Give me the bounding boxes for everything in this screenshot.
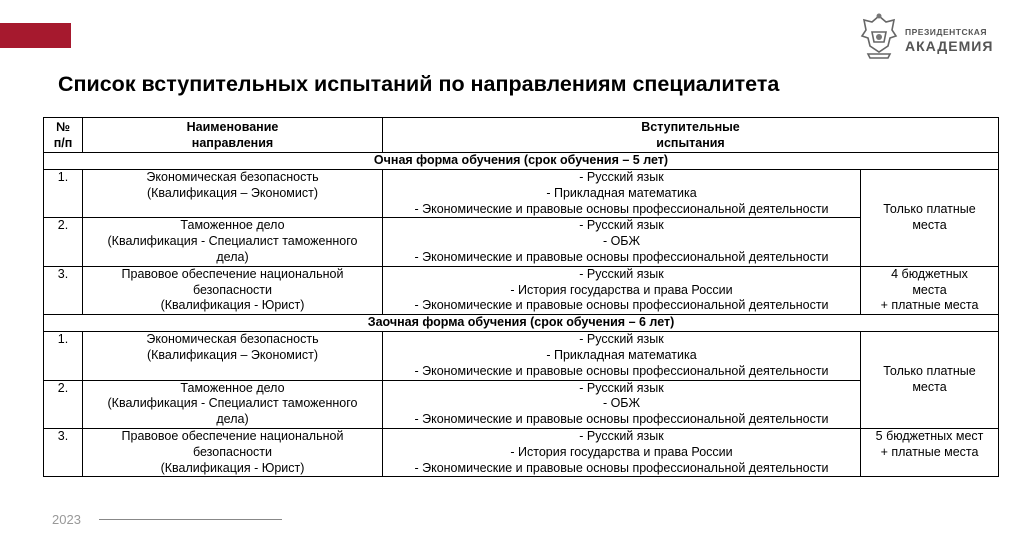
section-title: Очная форма обучения (срок обучения – 5 лет) <box>44 153 999 170</box>
exam-item: - Прикладная математика <box>546 185 697 200</box>
exam-item: - Русский язык <box>579 332 664 347</box>
header-exams-line: испытания <box>656 135 725 150</box>
academy-logo <box>858 12 998 66</box>
places-note-line: Только платные <box>883 364 976 379</box>
row-exams <box>383 380 861 428</box>
exam-item: - Экономические и правовые основы профессиональной деятельности <box>414 412 829 427</box>
exam-item: - История государства и права России <box>510 282 733 297</box>
footer-year: 2023 <box>52 512 81 527</box>
row-exams <box>383 218 861 266</box>
places-note <box>861 428 999 476</box>
row-name-line: безопасности <box>192 282 273 297</box>
exam-item: - ОБЖ <box>602 396 641 411</box>
section-title-row <box>44 153 999 170</box>
footer-divider <box>99 519 282 520</box>
places-note-line: Только платные <box>883 202 976 217</box>
row-exams <box>383 428 861 476</box>
places-note-line: 5 бюджетных мест <box>875 428 984 443</box>
header-name-line: направления <box>191 135 274 150</box>
row-name-line: Таможенное дело <box>180 380 285 395</box>
header-exams <box>383 118 999 153</box>
exam-item: - Русский язык <box>579 266 664 281</box>
row-num: 3. <box>44 428 83 476</box>
row-exams <box>383 170 861 218</box>
table-row <box>44 218 999 266</box>
places-note <box>861 266 999 314</box>
section-title: Заочная форма обучения (срок обучения – 6 лет) <box>44 315 999 332</box>
row-num: 1. <box>44 332 83 380</box>
header-num <box>44 118 83 153</box>
table-row <box>44 332 999 380</box>
row-num: 2. <box>44 218 83 266</box>
row-name <box>83 170 383 218</box>
row-name <box>83 332 383 380</box>
exam-item: - История государства и права России <box>510 444 733 459</box>
row-name <box>83 218 383 266</box>
exam-item: - Русский язык <box>579 170 664 184</box>
places-note-line: места <box>912 217 947 232</box>
exam-item: - Экономические и правовые основы профессиональной деятельности <box>414 363 829 378</box>
row-exams <box>383 266 861 314</box>
row-name-line: безопасности <box>192 444 273 459</box>
section-title-row <box>44 315 999 332</box>
places-note-line: места <box>912 380 947 395</box>
row-exams <box>383 332 861 380</box>
exam-item: - Экономические и правовые основы профессиональной деятельности <box>414 460 829 475</box>
header-exams-line: Вступительные <box>641 119 740 134</box>
header-name-line: Наименование <box>186 119 279 134</box>
places-note <box>861 332 999 429</box>
accent-bar <box>0 23 71 48</box>
row-num: 2. <box>44 380 83 428</box>
row-name-line: Правовое обеспечение национальной <box>121 428 344 443</box>
exam-item: - Экономические и правовые основы профессиональной деятельности <box>414 249 829 264</box>
row-name-line: (Квалификация - Юрист) <box>160 460 305 475</box>
row-name-line: (Квалификация – Экономист) <box>146 347 319 362</box>
table-header-row <box>44 118 999 153</box>
header-num-line: п/п <box>53 135 73 150</box>
exam-item: - Русский язык <box>579 218 664 233</box>
places-note-line: места <box>912 282 947 297</box>
table-row <box>44 170 999 218</box>
header-num-line: № <box>56 119 70 134</box>
places-note-line: 4 бюджетных <box>891 266 968 281</box>
row-num: 1. <box>44 170 83 218</box>
row-name-line: (Квалификация - Специалист таможенного <box>107 396 358 411</box>
table-row <box>44 428 999 476</box>
row-name-line: Таможенное дело <box>180 218 285 233</box>
header-name <box>83 118 383 153</box>
row-name <box>83 428 383 476</box>
row-name-line: (Квалификация - Юрист) <box>160 298 305 313</box>
eagle-emblem-icon <box>858 12 900 60</box>
logo-line2: АКАДЕМИЯ <box>905 38 994 54</box>
logo-line1: ПРЕЗИДЕНТСКАЯ <box>905 27 988 37</box>
exam-item: - Экономические и правовые основы профессиональной деятельности <box>414 298 829 313</box>
row-name-line: Экономическая безопасность <box>146 332 319 347</box>
row-name-line: Экономическая безопасность <box>146 170 319 184</box>
table-row <box>44 266 999 314</box>
exam-item: - Русский язык <box>579 380 664 395</box>
exam-item: - ОБЖ <box>602 234 641 249</box>
row-name-line: дела) <box>216 412 249 427</box>
row-name-line: (Квалификация - Специалист таможенного <box>107 234 358 249</box>
exam-item: - Экономические и правовые основы профессиональной деятельности <box>414 201 829 216</box>
page-title: Список вступительных испытаний по направлениям специалитета <box>58 72 780 96</box>
table-row <box>44 380 999 428</box>
places-note <box>861 170 999 267</box>
exams-table <box>43 117 999 477</box>
exam-item: - Русский язык <box>579 428 664 443</box>
row-name-line: (Квалификация – Экономист) <box>146 185 319 200</box>
row-name-line: Правовое обеспечение национальной <box>121 266 344 281</box>
places-note-line: + платные места <box>880 444 979 459</box>
row-name <box>83 380 383 428</box>
row-num: 3. <box>44 266 83 314</box>
row-name <box>83 266 383 314</box>
row-name-line: дела) <box>216 249 249 264</box>
places-note-line: + платные места <box>880 298 979 313</box>
exam-item: - Прикладная математика <box>546 347 697 362</box>
